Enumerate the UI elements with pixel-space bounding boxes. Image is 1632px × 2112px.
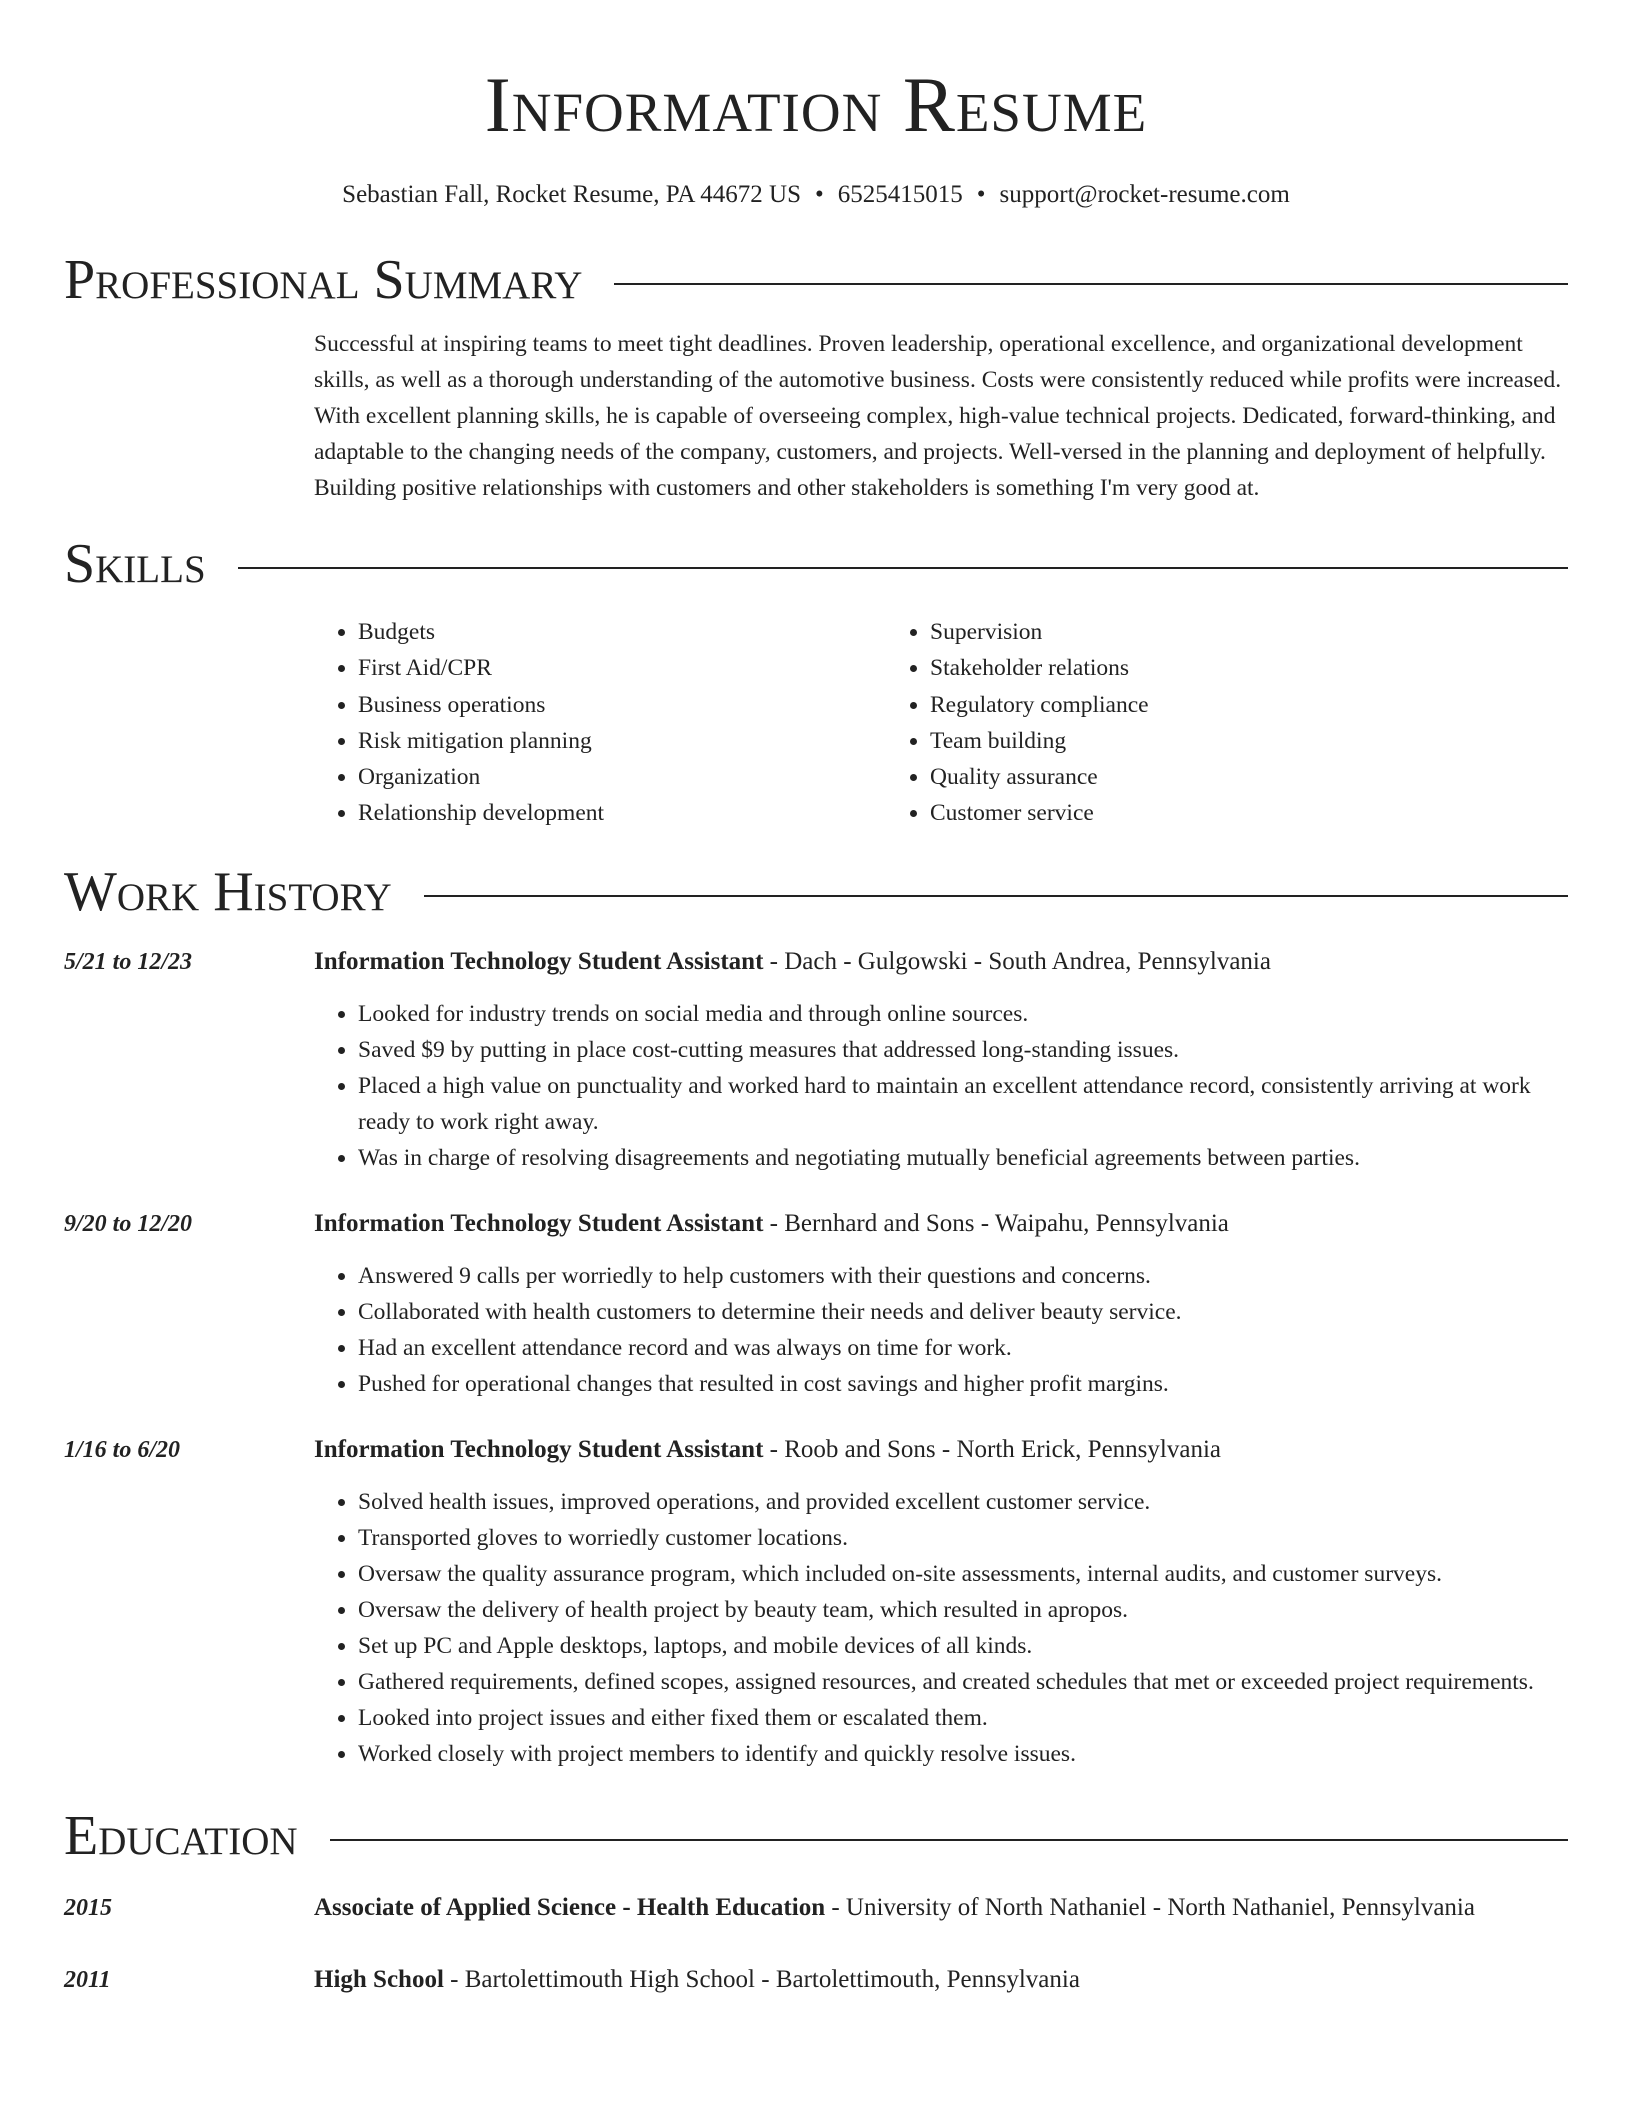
job-details: - Bernhard and Sons - Waipahu, Pennsylvania [763, 1209, 1229, 1237]
job-bullet: • Placed a high value on punctuality and worked hard to maintain an excellent attendance record, consistently arriving at work ready to work right away. [358, 1068, 1568, 1140]
skill-item: • Relationship development [358, 795, 886, 831]
job-bullets [314, 1484, 1568, 1772]
skill-item: • First Aid/CPR [358, 650, 886, 686]
job-bullet: • Had an excellent attendance record and was always on time for work. [358, 1330, 1568, 1366]
skill-item: • Organization [358, 759, 886, 795]
job-heading [314, 1432, 1568, 1468]
education-details: - Bartolettimouth High School - Bartolettimouth, Pennsylvania [443, 1965, 1080, 1993]
job-bullet: • Solved health issues, improved operations, and provided excellent customer service. [358, 1484, 1568, 1520]
summary-section-header [64, 250, 1568, 310]
contact-phone: 6525415015 [837, 181, 963, 208]
section-divider [614, 283, 1568, 285]
skill-item: • Quality assurance [930, 759, 1458, 795]
skill-item: • Customer service [930, 795, 1458, 831]
skill-item: • Risk mitigation planning [358, 723, 886, 759]
education-heading [314, 1962, 1080, 1998]
job-dates: 5/21 to 12/23 [64, 948, 193, 975]
job-bullet: • Pushed for operational changes that resulted in cost savings and higher profit margins. [358, 1366, 1568, 1402]
resume-title: Information Resume [484, 61, 1148, 148]
skill-item: • Regulatory compliance [930, 687, 1458, 723]
education-year: 2011 [64, 1966, 111, 1993]
education-entry [64, 1890, 1568, 1926]
job-bullet: • Oversaw the delivery of health project by beauty team, which resulted in apropos. [358, 1592, 1568, 1628]
job-bullet: • Looked into project issues and either fixed them or escalated them. [358, 1700, 1568, 1736]
job-dates: 1/16 to 6/20 [64, 1436, 181, 1463]
job-bullets [314, 996, 1568, 1176]
job-bullet: • Worked closely with project members to identify and quickly resolve issues. [358, 1736, 1568, 1772]
job-heading [314, 1206, 1568, 1242]
summary-text: Successful at inspiring teams to meet tight deadlines. Proven leadership, operational excellence, and organizational development skills, as well as a thorough understanding of the automotive business. Costs were consistently reduced while profits were increased. With excellent planning skills, he is capable of overseeing complex, high-value technical projects. Dedicated, forward-thinking, and adaptable to the changing needs of the company, customers, and projects. Well-versed in the planning and deployment of helpfully. Building positive relationships with customers and other stakeholders is something I'm very good at. [314, 331, 1562, 501]
contact-line [64, 180, 1568, 210]
education-section-header [64, 1806, 1568, 1866]
education-entry [64, 1962, 1568, 1998]
contact-separator: • [976, 181, 986, 208]
job-entry [64, 1206, 1568, 1402]
summary-section-title: Professional Summary [64, 249, 583, 311]
job-position: Information Technology Student Assistant [314, 1209, 764, 1237]
education-degree: High School [314, 1965, 444, 1993]
skill-item: • Business operations [358, 687, 886, 723]
education-degree: Associate of Applied Science - Health Education [314, 1893, 826, 1921]
skills-column-right [886, 614, 1458, 832]
job-bullets [314, 1258, 1568, 1402]
job-bullet: • Set up PC and Apple desktops, laptops, and mobile devices of all kinds. [358, 1628, 1568, 1664]
job-bullet: • Collaborated with health customers to determine their needs and deliver beauty service. [358, 1294, 1568, 1330]
skills-column-left [314, 614, 886, 832]
education-details: - University of North Nathaniel - North Nathaniel, Pennsylvania [825, 1893, 1475, 1921]
education-heading [314, 1890, 1475, 1926]
job-bullet: • Gathered requirements, defined scopes, assigned resources, and created schedules that met or exceeded project requirements. [358, 1664, 1568, 1700]
education-year: 2015 [64, 1894, 112, 1921]
contact-email: support@rocket-resume.com [999, 181, 1290, 208]
job-position: Information Technology Student Assistant [314, 1435, 764, 1463]
contact-separator: • [814, 181, 824, 208]
work-section-header [64, 862, 1568, 922]
contact-address: Sebastian Fall, Rocket Resume, PA 44672 US [342, 181, 801, 208]
job-heading [314, 944, 1568, 980]
job-entry [64, 944, 1568, 1176]
section-divider [238, 567, 1568, 569]
job-bullet: • Saved $9 by putting in place cost-cutting measures that addressed long-standing issues. [358, 1032, 1568, 1068]
section-divider [330, 1839, 1568, 1841]
job-bullet: • Looked for industry trends on social media and through online sources. [358, 996, 1568, 1032]
work-section-title: Work History [64, 860, 392, 923]
job-details: - Dach - Gulgowski - South Andrea, Pennsylvania [763, 947, 1271, 975]
job-entry [64, 1432, 1568, 1772]
job-dates: 9/20 to 12/20 [64, 1210, 193, 1237]
skills-list [314, 614, 1568, 832]
skills-section-header [64, 534, 1568, 594]
job-position: Information Technology Student Assistant [314, 947, 764, 975]
job-details: - Roob and Sons - North Erick, Pennsylvania [763, 1435, 1221, 1463]
job-bullet: • Answered 9 calls per worriedly to help customers with their questions and concerns. [358, 1258, 1568, 1294]
job-bullet: • Was in charge of resolving disagreements and negotiating mutually beneficial agreements between parties. [358, 1140, 1568, 1176]
skill-item: • Budgets [358, 614, 886, 650]
skill-item: • Team building [930, 723, 1458, 759]
job-bullet: • Transported gloves to worriedly customer locations. [358, 1520, 1568, 1556]
skill-item: • Supervision [930, 614, 1458, 650]
skill-item: • Stakeholder relations [930, 650, 1458, 686]
education-section-title: Education [64, 1804, 298, 1867]
skills-section-title: Skills [64, 533, 206, 595]
job-bullet: • Oversaw the quality assurance program, which included on-site assessments, internal audits, and customer surveys. [358, 1556, 1568, 1592]
section-divider [424, 895, 1568, 897]
